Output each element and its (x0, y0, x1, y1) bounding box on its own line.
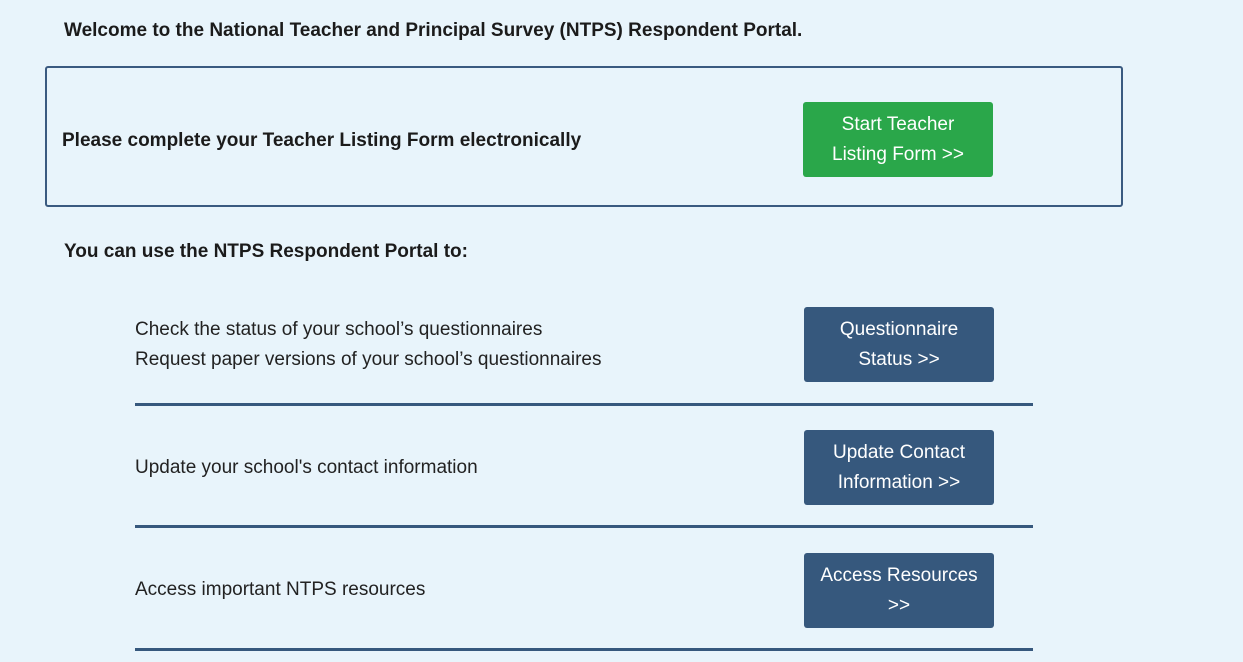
option-text-line: Check the status of your school’s questionnaires (135, 319, 543, 340)
portal-option-questionnaire-status (135, 307, 1033, 406)
questionnaire-status-button[interactable]: Questionnaire Status >> (804, 307, 994, 382)
portal-option-update-contact (135, 430, 1033, 528)
start-teacher-listing-button[interactable]: Start Teacher Listing Form >> (803, 102, 993, 177)
access-resources-button[interactable]: Access Resources >> (804, 553, 994, 628)
teacher-listing-callout (45, 66, 1123, 207)
callout-text: Please complete your Teacher Listing Form electronically (62, 130, 582, 151)
option-text-line: Request paper versions of your school’s questionnaires (135, 349, 602, 370)
option-text-line: Update your school's contact information (135, 457, 478, 478)
option-text-line: Access important NTPS resources (135, 579, 426, 600)
update-contact-button[interactable]: Update Contact Information >> (804, 430, 994, 505)
welcome-heading: Welcome to the National Teacher and Principal Survey (NTPS) Respondent Portal. (64, 20, 803, 41)
portal-option-access-resources (135, 553, 1033, 651)
portal-intro: You can use the NTPS Respondent Portal to: (64, 241, 468, 262)
